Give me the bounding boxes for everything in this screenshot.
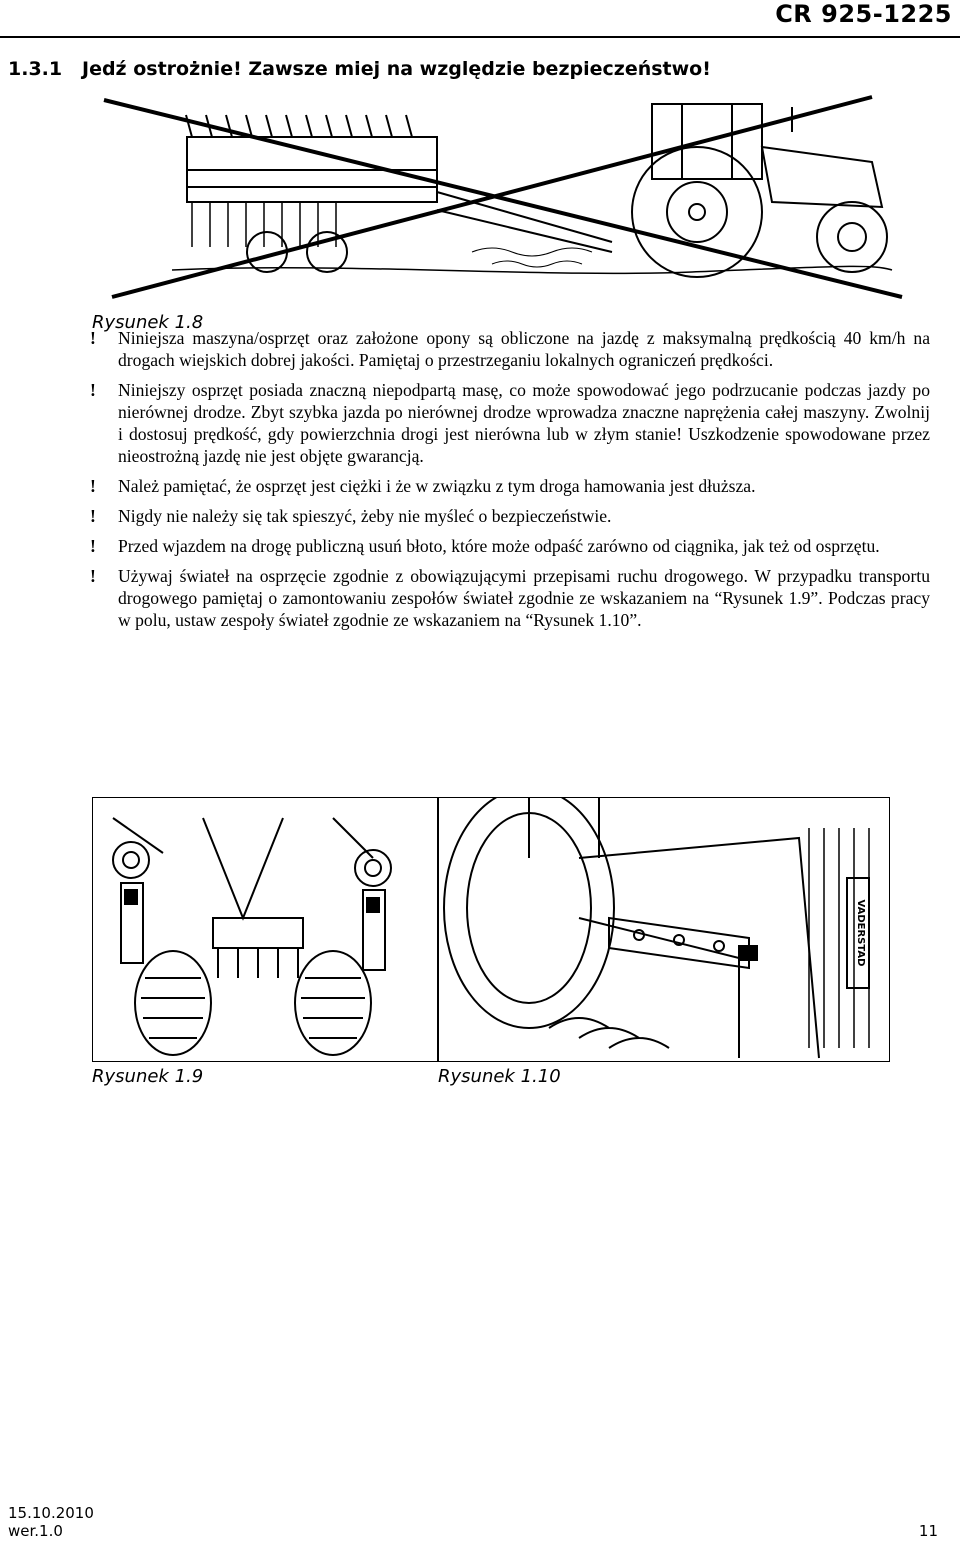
warning-item [90,535,930,557]
figure-1-9 [92,797,438,1062]
transport-lights-illustration [93,798,436,1060]
warning-list [90,327,930,639]
warning-text: Należ pamiętać, że osprzęt jest ciężki i że w związku z tym droga hamowania jest dłuższa. [118,476,756,496]
field-lights-illustration [439,798,888,1060]
warning-icon: ! [90,476,96,496]
warning-item [90,327,930,371]
warning-text: Niniejsza maszyna/osprzęt oraz założone opony są obliczone na jazdę z maksymalną prędkością 40 km/h na drogach wiejskich dobrej jakości. Pamiętaj o przestrzeganiu lokalnych ograniczeń prędkości. [118,328,930,370]
warning-item [90,379,930,467]
figure-1-8 [92,92,914,302]
section-heading: Jedź ostrożnie! Zawsze miej na względzie bezpieczeństwo! [82,58,711,80]
document-code: CR 925-1225 [775,0,952,28]
figure-1-10-caption: Rysunek 1.10 [438,1066,561,1087]
section-title [8,58,711,80]
warning-item [90,475,930,497]
warning-icon: ! [90,506,96,526]
warning-icon: ! [90,380,96,400]
figure-1-9-caption: Rysunek 1.9 [92,1066,204,1087]
page-number: 11 [918,1522,938,1540]
section-number: 1.3.1 [8,58,63,80]
tractor-road-illustration [92,92,914,302]
figure-1-10 [438,797,890,1062]
warning-text: Przed wjazdem na drogę publiczną usuń błoto, które może odpaść zarówno od ciągnika, jak też od osprzętu. [118,536,880,556]
warning-icon: ! [90,566,96,586]
header-rule [0,36,960,38]
footer-date: 15.10.2010 [8,1504,94,1522]
warning-item [90,505,930,527]
warning-text: Nigdy nie należy się tak spieszyć, żeby nie myśleć o bezpieczeństwie. [118,506,612,526]
vaderstad-logo-text: VADERSTAD [855,899,866,967]
footer-version: wer.1.0 [8,1522,63,1540]
warning-text: Używaj świateł na osprzęcie zgodnie z obowiązującymi przepisami ruchu drogowego. W przypadku transportu drogowego pamiętaj o zamontowaniu zespołów świateł zgodnie ze wskazaniem na “Rysunek 1.9”. Podczas pracy w polu, ustaw zespoły świateł zgodnie ze wskazaniem na “Rysunek 1.10”. [118,566,930,630]
warning-item [90,565,930,631]
warning-icon: ! [90,536,96,556]
warning-icon: ! [90,328,96,348]
warning-text: Niniejszy osprzęt posiada znaczną niepodpartą masę, co może spowodować jego podrzucanie podczas jazdy po nierównej drodze. Zbyt szybka jazda po nierównej drodze wprowadza znaczne naprężenia całej maszyny. Zwolnij i dostosuj prędkość, gdy powierzchnia drogi jest nierówna lub w złym stanie! Uszkodzenie spowodowane przez nieostrożną jazdę nie jest objęte gwarancją. [118,380,930,466]
figure-1-8-caption: Rysunek 1.8 [92,312,204,333]
